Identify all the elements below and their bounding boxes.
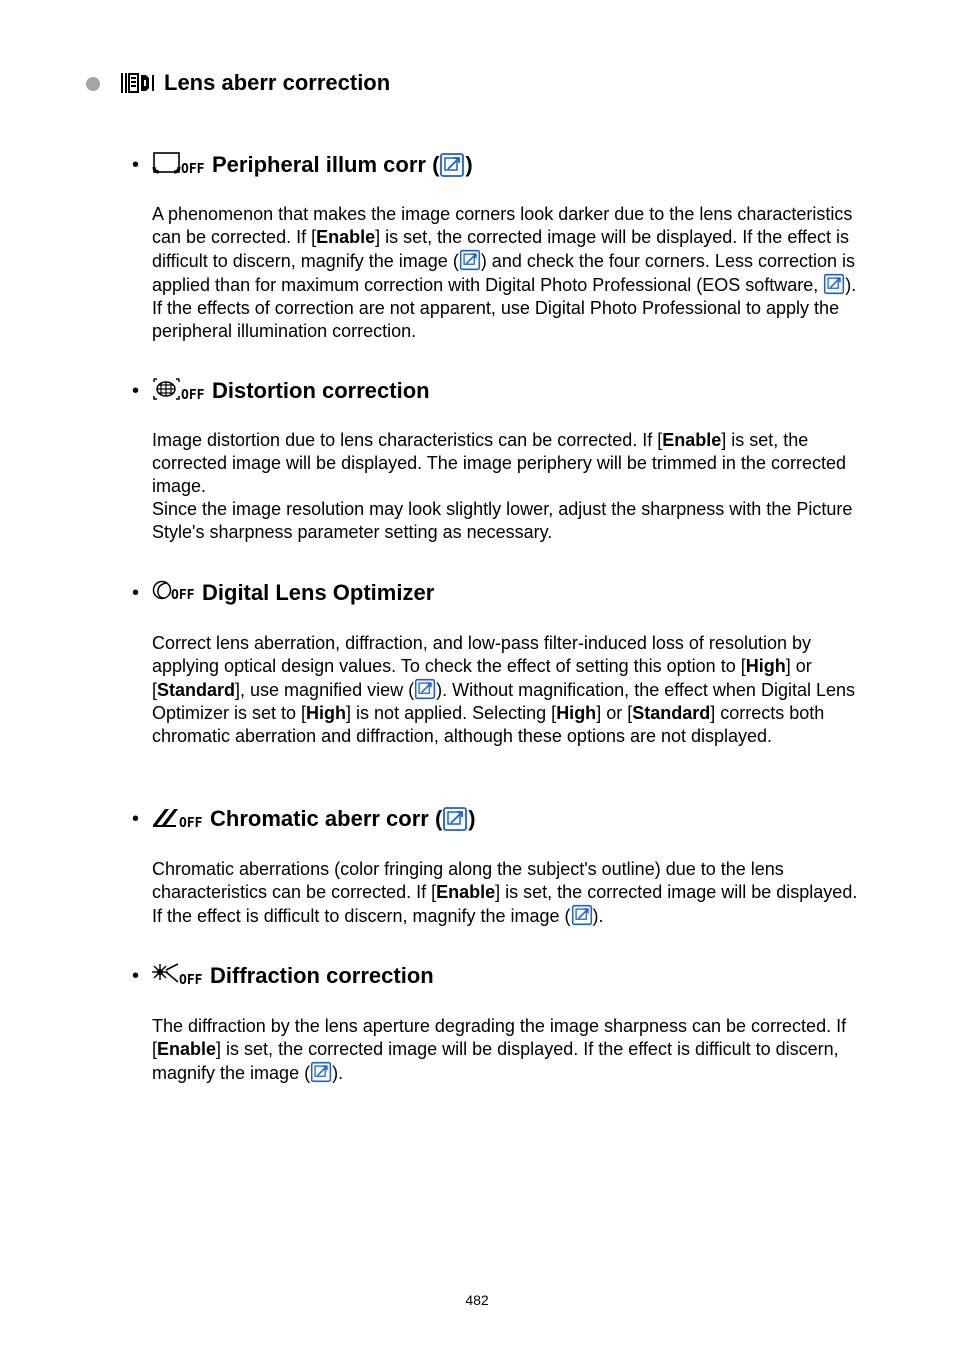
enable-term: Enable [316,227,376,247]
diffraction-off-icon [152,962,204,990]
close-paren: ) [465,152,473,177]
magnify-icon[interactable] [571,904,593,926]
chromatic-title: Chromatic aberr corr ( [210,806,443,831]
magnify-icon[interactable] [414,678,436,700]
bullet: • [132,964,140,987]
text-run: ) and check the four corners. Less correction is applied than for maximum correction with Digital Photo Professional (EOS software, [152,251,855,295]
dlo-description [152,632,868,748]
gray-bullet-dot [86,77,100,91]
standard-term: Standard [632,703,711,723]
high-term: High [745,656,786,676]
text-run: ] corrects both chromatic aberration and diffraction, although these options are not displayed. [152,703,825,746]
magnify-icon[interactable] [823,273,845,295]
distortion-description [152,429,868,544]
text-run: Chromatic aberrations (color fringing along the subject's outline) due to the lens characteristics can be corrected. If [ [152,859,784,902]
text-run: ] is set, the corrected image will be displayed. If the effect is difficult to discern, magnify the image ( [152,227,850,271]
digital-lens-optimizer-off-icon [152,579,196,607]
text-run: A phenomenon that makes the image corners look darker due to the lens characteristics can be corrected. If [ [152,204,853,247]
text-run: ). [332,1063,344,1083]
bullet: • [132,153,140,176]
svg-text:OFF: OFF [181,388,205,403]
svg-text:OFF: OFF [171,588,195,603]
standard-term: Standard [157,680,236,700]
dlo-heading [132,577,434,609]
peripheral-illumination-off-icon [152,151,206,179]
chromatic-aberration-off-icon [152,805,204,833]
diffraction-heading [132,960,434,992]
distortion-title: Distortion correction [212,378,430,403]
text-run: ] is not applied. Selecting [ [346,703,557,723]
text-run: ] is set, the corrected image will be displayed. The image periphery will be trimmed in the corrected image. [152,430,846,496]
text-run: ). If the effects of correction are not apparent, use Digital Photo Professional to apply the peripheral illumination correction. [152,275,857,341]
enable-term: Enable [436,882,496,902]
chromatic-description [152,858,868,928]
page-number: 482 [465,1292,489,1308]
magnify-icon[interactable] [442,806,468,832]
lens-aberration-icon [120,70,158,96]
magnify-icon[interactable] [310,1061,332,1083]
dlo-title: Digital Lens Optimizer [202,580,435,605]
text-run: Correct lens aberration, diffraction, and low-pass filter-induced loss of resolution by applying optical design values. To check the effect of setting this option to [ [152,633,811,676]
text-run: ] or [ [596,703,633,723]
bullet: • [132,581,140,604]
high-term: High [556,703,597,723]
text-run: ] is set, the corrected image will be displayed. If the effect is difficult to discern, magnify the image ( [152,882,858,926]
peripheral-illum-description [152,203,868,343]
enable-term: Enable [662,430,722,450]
svg-text:OFF: OFF [179,816,203,831]
svg-text:OFF: OFF [181,162,205,177]
enable-term: Enable [157,1039,217,1059]
bullet: • [132,807,140,830]
text-run: ], use magnified view ( [235,680,415,700]
text-run: ] or [ [152,656,812,700]
peripheral-illum-heading [132,149,473,181]
section-heading [86,66,390,100]
distortion-heading [132,375,430,407]
text-run: ). [592,906,604,926]
high-term: High [306,703,347,723]
text-run: Image distortion due to lens characteristics can be corrected. If [ [152,430,663,450]
section-title: Lens aberr correction [164,70,391,95]
text-run: ). Without magnification, the effect when Digital Lens Optimizer is set to [ [152,680,855,723]
text-run: The diffraction by the lens aperture degrading the image sharpness can be corrected. If [ [152,1016,847,1059]
peripheral-illum-title: Peripheral illum corr ( [212,152,440,177]
magnify-icon[interactable] [439,152,465,178]
diffraction-title: Diffraction correction [210,963,434,988]
distortion-off-icon [152,377,206,405]
magnify-icon[interactable] [459,249,481,271]
text-run: ] is set, the corrected image will be displayed. If the effect is difficult to discern, magnify the image ( [152,1039,839,1083]
diffraction-description [152,1015,868,1085]
chromatic-heading [132,803,476,835]
bullet: • [132,379,140,402]
close-paren: ) [468,806,476,831]
text-run: Since the image resolution may look slightly lower, adjust the sharpness with the Picture Style's sharpness parameter setting as necessary. [152,499,853,542]
svg-text:OFF: OFF [179,973,203,988]
